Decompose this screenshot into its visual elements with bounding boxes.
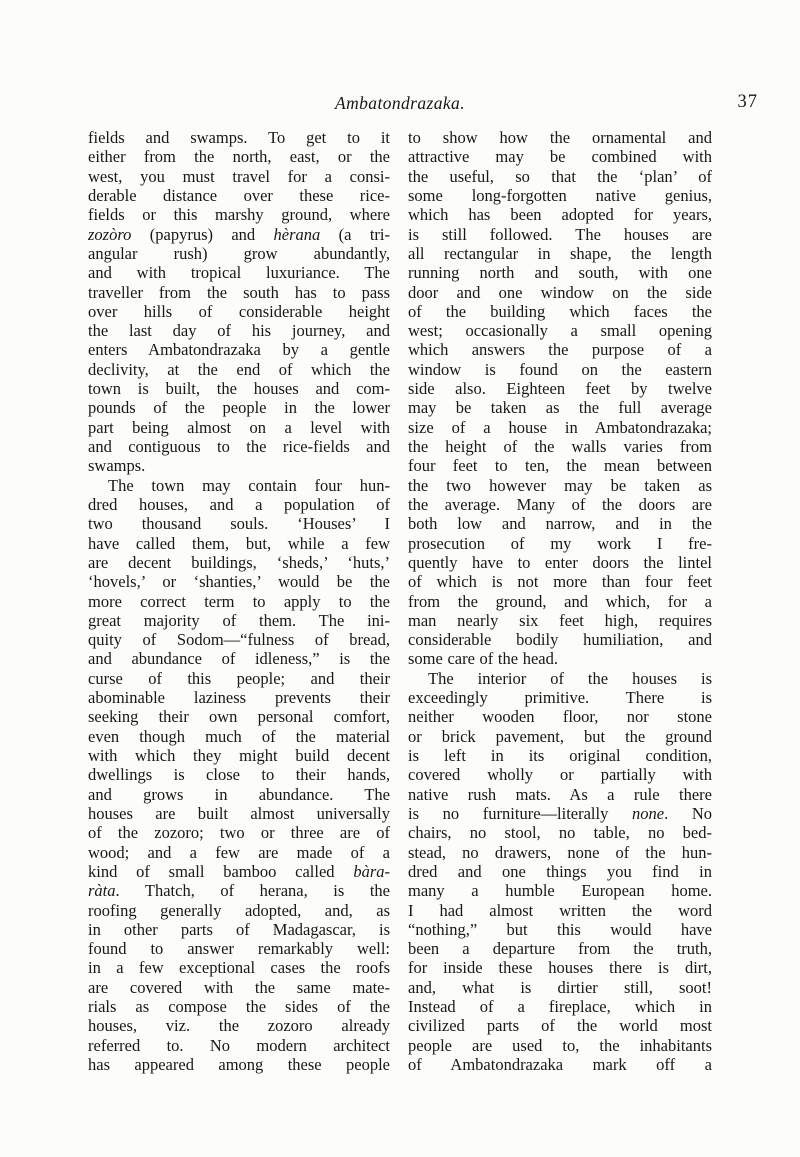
text-line: running north and south, with one bbox=[408, 263, 712, 283]
text-line: the average. Many of the doors are bbox=[408, 494, 712, 514]
text-line: the two however may be taken as bbox=[408, 475, 712, 495]
text-line: even though much of the material bbox=[88, 726, 390, 746]
text-line: west; occasionally a small opening bbox=[408, 321, 712, 341]
text-line: ràta. Thatch, of herana, is the bbox=[88, 881, 390, 901]
text-line: door and one window on the side bbox=[408, 282, 712, 302]
text-line: “nothing,” but this would have bbox=[408, 919, 712, 939]
text-line: quity of Sodom—“fulness of bread, bbox=[88, 630, 390, 650]
text-line: part being almost on a level with bbox=[88, 417, 390, 437]
text-line: curse of this people; and their bbox=[88, 668, 390, 688]
text-line: stead, no drawers, none of the hun- bbox=[408, 842, 712, 862]
text-line: the useful, so that the ‘plan’ of bbox=[408, 166, 712, 186]
text-line: four feet to ten, the mean between bbox=[408, 456, 712, 476]
text-line: dwellings is close to their hands, bbox=[88, 765, 390, 785]
text-line: which answers the purpose of a bbox=[408, 340, 712, 360]
text-line: traveller from the south has to pass bbox=[88, 282, 390, 302]
text-line: dred houses, and a population of bbox=[88, 494, 390, 514]
text-line: with which they might build decent bbox=[88, 746, 390, 765]
text-line: angular rush) grow abundantly, bbox=[88, 243, 390, 263]
text-line: houses, viz. the zozoro already bbox=[88, 1016, 390, 1036]
text-line: prosecution of my work I fre- bbox=[408, 533, 712, 553]
text-line: great majority of them. The ini- bbox=[88, 610, 390, 630]
text-line: fields or this marshy ground, where bbox=[88, 205, 390, 225]
text-line: ‘hovels,’ or ‘shanties,’ would be the bbox=[88, 572, 390, 592]
text-line: are covered with the same mate- bbox=[88, 977, 390, 997]
text-line: houses are built almost universally bbox=[88, 803, 390, 823]
text-line: or brick pavement, but the ground bbox=[408, 726, 712, 746]
text-line: attractive may be combined with bbox=[408, 147, 712, 167]
text-line: people are used to, the inhabitants bbox=[408, 1035, 712, 1055]
text-line: exceedingly primitive. There is bbox=[408, 688, 712, 708]
text-column-right bbox=[408, 128, 712, 1074]
text-line: has appeared among these people bbox=[88, 1055, 390, 1074]
text-line: fields and swamps. To get to it bbox=[88, 128, 390, 147]
text-line: some care of the head. bbox=[408, 649, 558, 669]
text-line: dred and one things you find in bbox=[408, 861, 712, 881]
running-head bbox=[88, 93, 712, 115]
text-line: window is found on the eastern bbox=[408, 359, 712, 379]
text-line: may be taken as the full average bbox=[408, 398, 712, 418]
text-line: for inside these houses there is dirt, bbox=[408, 958, 712, 978]
text-line: many a humble European home. bbox=[408, 881, 712, 901]
text-line: considerable bodily humiliation, and bbox=[408, 630, 712, 650]
text-line: and abundance of idleness,” is the bbox=[88, 649, 390, 669]
text-line: quently have to enter doors the lintel bbox=[408, 552, 712, 572]
text-line: of the building which faces the bbox=[408, 301, 712, 321]
text-line: native rush mats. As a rule there bbox=[408, 784, 712, 804]
text-line: zozòro (papyrus) and hèrana (a tri- bbox=[88, 224, 390, 244]
text-line: two thousand souls. ‘Houses’ I bbox=[88, 514, 390, 534]
text-line: west, you must travel for a consi- bbox=[88, 166, 390, 186]
text-line: The interior of the houses is bbox=[428, 668, 712, 688]
text-line: of the zozoro; two or three are of bbox=[88, 823, 390, 843]
text-column-left bbox=[88, 128, 390, 1074]
text-line: of Ambatondrazaka mark off a bbox=[408, 1055, 712, 1074]
text-line: been a departure from the truth, bbox=[408, 939, 712, 959]
text-line: found to answer remarkably well: bbox=[88, 939, 390, 959]
text-line: the last day of his journey, and bbox=[88, 321, 390, 341]
text-line: side also. Eighteen feet by twelve bbox=[408, 379, 712, 399]
text-line: some long-forgotten native genius, bbox=[408, 185, 712, 205]
text-line: to show how the ornamental and bbox=[408, 128, 712, 147]
text-line: town is built, the houses and com- bbox=[88, 379, 390, 399]
text-line: either from the north, east, or the bbox=[88, 147, 390, 167]
text-block bbox=[88, 128, 712, 1074]
text-line: civilized parts of the world most bbox=[408, 1016, 712, 1036]
text-line: of which is not more than four feet bbox=[408, 572, 712, 592]
text-line: and with tropical luxuriance. The bbox=[88, 263, 390, 283]
text-line: chairs, no stool, no table, no bed- bbox=[408, 823, 712, 843]
text-line: rials as compose the sides of the bbox=[88, 997, 390, 1017]
text-line: seeking their own personal comfort, bbox=[88, 707, 390, 727]
text-line: more correct term to apply to the bbox=[88, 591, 390, 611]
text-line: which has been adopted for years, bbox=[408, 205, 712, 225]
text-line: and, what is dirtier still, soot! bbox=[408, 977, 712, 997]
text-line: The town may contain four hun- bbox=[108, 475, 390, 495]
text-line: both low and narrow, and in the bbox=[408, 514, 712, 534]
text-line: in other parts of Madagascar, is bbox=[88, 919, 390, 939]
text-line: referred to. No modern architect bbox=[88, 1035, 390, 1055]
text-line: abominable laziness prevents their bbox=[88, 688, 390, 708]
text-line: neither wooden floor, nor stone bbox=[408, 707, 712, 727]
text-line: Instead of a fireplace, which in bbox=[408, 997, 712, 1017]
text-line: is still followed. The houses are bbox=[408, 224, 712, 244]
text-line: covered wholly or partially with bbox=[408, 765, 712, 785]
text-line: is left in its original condition, bbox=[408, 746, 712, 765]
text-line: roofing generally adopted, and, as bbox=[88, 900, 390, 920]
text-line: enters Ambatondrazaka by a gentle bbox=[88, 340, 390, 360]
text-line: and contiguous to the rice-fields and bbox=[88, 437, 390, 456]
text-line: declivity, at the end of which the bbox=[88, 359, 390, 379]
text-line: all rectangular in shape, the length bbox=[408, 243, 712, 263]
text-line: derable distance over these rice- bbox=[88, 185, 390, 205]
text-line: size of a house in Ambatondrazaka; bbox=[408, 417, 712, 437]
text-line: have called them, but, while a few bbox=[88, 533, 390, 553]
text-line: wood; and a few are made of a bbox=[88, 842, 390, 862]
text-line: is no furniture—literally none. No bbox=[408, 803, 712, 823]
text-line: the height of the walls varies from bbox=[408, 437, 712, 456]
text-line: pounds of the people in the lower bbox=[88, 398, 390, 418]
text-line: man nearly six feet high, requires bbox=[408, 610, 712, 630]
text-line: kind of small bamboo called bàra- bbox=[88, 861, 390, 881]
running-head-title: Ambatondrazaka. bbox=[335, 93, 465, 113]
text-line: and grows in abundance. The bbox=[88, 784, 390, 804]
text-line: from the ground, and which, for a bbox=[408, 591, 712, 611]
page-number: 37 bbox=[737, 92, 758, 112]
text-line: I had almost written the word bbox=[408, 900, 712, 920]
text-line: in a few exceptional cases the roofs bbox=[88, 958, 390, 978]
text-line: over hills of considerable height bbox=[88, 301, 390, 321]
text-line: swamps. bbox=[88, 456, 146, 476]
text-line: are decent buildings, ‘sheds,’ ‘huts,’ bbox=[88, 552, 390, 572]
